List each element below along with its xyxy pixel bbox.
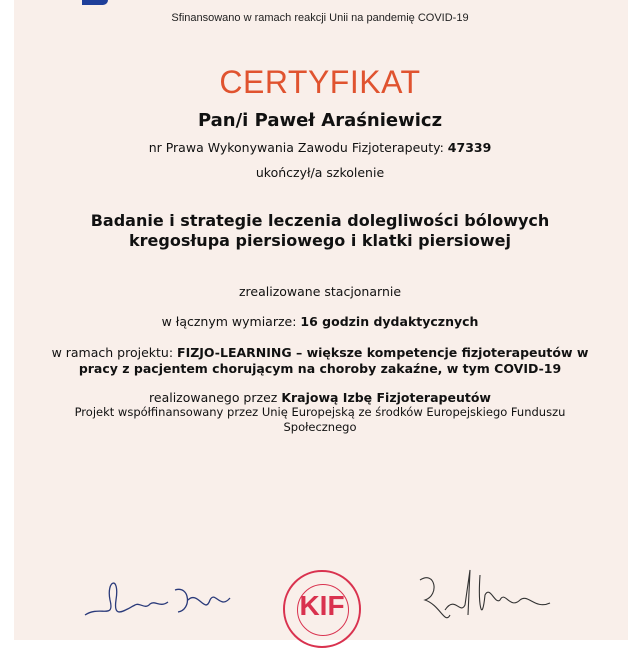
organizer-block <box>0 390 640 435</box>
signature-left <box>80 570 240 630</box>
funding-note: Sfinansowano w ramach reakcji Unii na pandemię COVID-19 <box>171 12 469 24</box>
signature-right <box>410 565 560 635</box>
hours-label: w łącznym wymiarze: <box>161 314 297 329</box>
eu-flag-fragment <box>82 0 108 5</box>
mode-text: zrealizowane stacjonarnie <box>238 284 402 299</box>
completed-text: ukończył/a szkolenie <box>255 165 385 180</box>
project-line1: FIZJO-LEARNING – większe kompetencje fizjoterapeutów w <box>177 345 589 360</box>
license-line <box>0 140 640 155</box>
course-title <box>0 211 640 251</box>
cofinance-line1: Projekt współfinansowany przez Unię Europejską ze środków Europejskiego Funduszu <box>74 405 566 419</box>
project-line2: pracy z pacjentem chorującym na choroby zakaźne, w tym COVID-19 <box>78 361 562 376</box>
course-title-line2: kregosłupa piersiowego i klatki piersiowej <box>129 231 511 250</box>
project-label: w ramach projektu: <box>51 345 174 360</box>
kif-logo: KIF <box>299 590 345 621</box>
organizer-name: Krajową Izbę Fizjoterapeutów <box>281 390 491 405</box>
course-title-line1: Badanie i strategie leczenia dolegliwości bólowych <box>90 211 550 230</box>
recipient-name: Pan/i Paweł Araśniewicz <box>197 110 443 131</box>
kif-seal <box>283 570 361 648</box>
hours-line <box>0 314 640 329</box>
license-label: nr Prawa Wykonywania Zawodu Fizjoterapeuty: <box>148 140 444 155</box>
cofinance-line2: Społecznego <box>283 420 357 434</box>
project-block <box>0 345 640 377</box>
license-number: 47339 <box>447 140 492 155</box>
certificate-title: CERTYFIKAT <box>219 64 421 100</box>
organizer-label: realizowanego przez <box>149 390 278 405</box>
hours-value: 16 godzin dydaktycznych <box>300 314 479 329</box>
